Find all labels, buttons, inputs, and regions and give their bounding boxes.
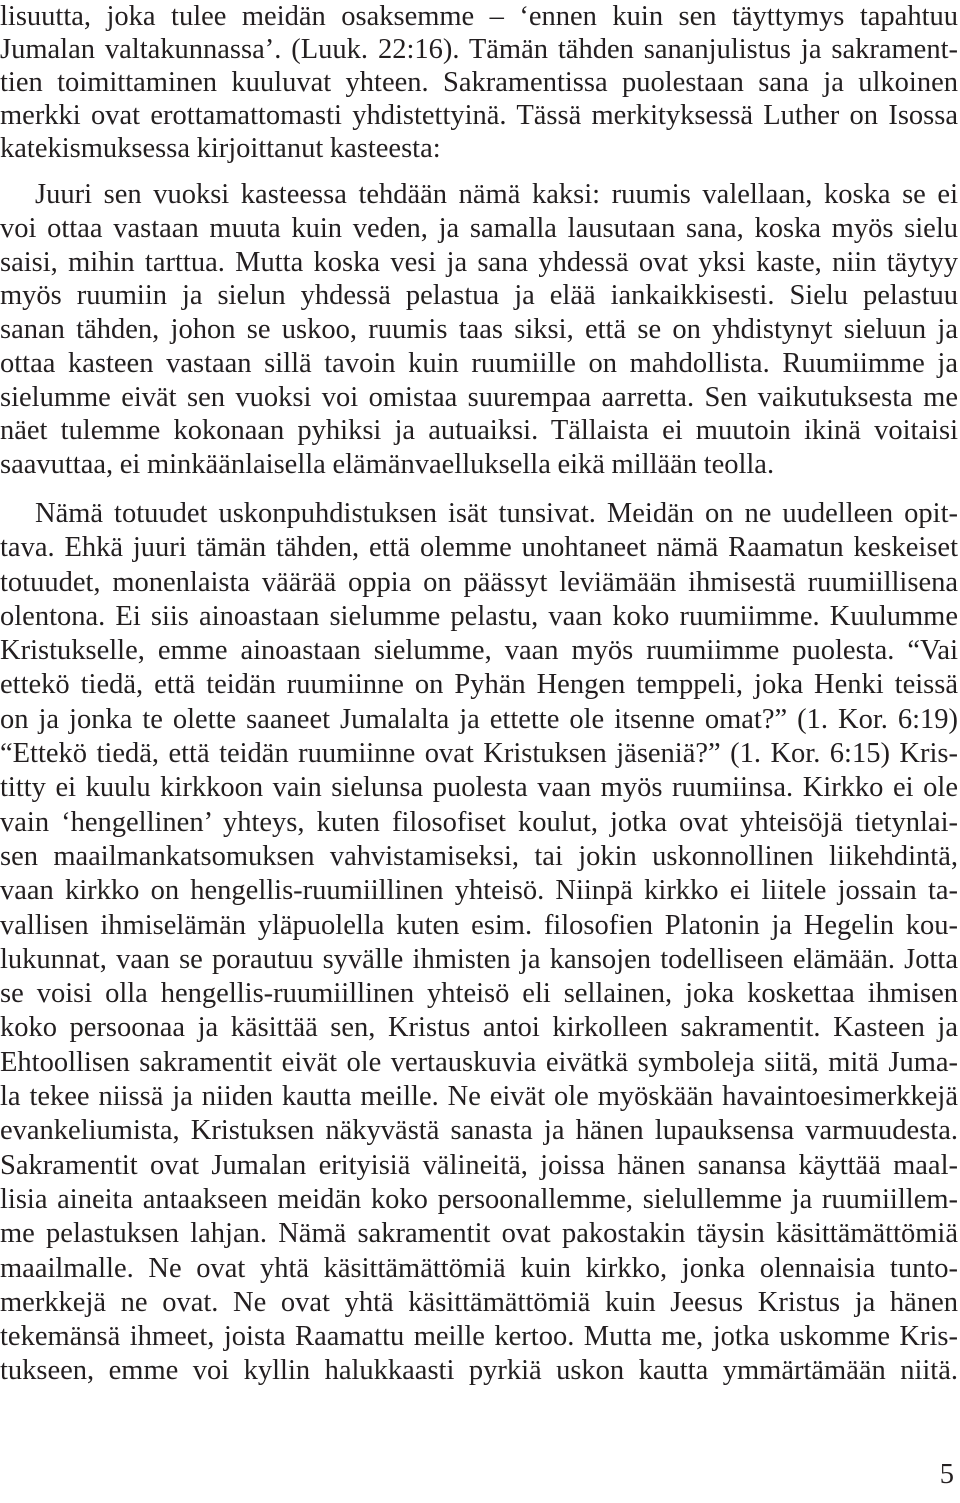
text-line: saisi, mihin tarttua. Mutta koska vesi ja sana yhdessä ovat yksi kaste, niin täytyy bbox=[0, 246, 958, 278]
text-line: tukseen, emme voi kyllin halukkaasti pyrkiä uskon kautta ymmärtämään niitä. bbox=[0, 1355, 958, 1387]
text-line: Juuri sen vuoksi kasteessa tehdään nämä kaksi: ruumis valellaan, koska se ei bbox=[35, 179, 958, 210]
text-line: lisuutta, joka tulee meidän osaksemme – ‘ennen kuin sen täyttymys tapahtuu bbox=[0, 1, 958, 32]
body-paragraph bbox=[0, 497, 958, 1389]
text-line: Nämä totuudet uskonpuhdistuksen isät tunsivat. Meidän on ne uudelleen opit- bbox=[35, 498, 958, 529]
text-line: sen maailmankatsomuksen vahvistamiseksi, tai jokin uskonnollinen liikehdintä, bbox=[0, 840, 958, 872]
body-paragraph-continuation bbox=[0, 0, 958, 165]
text-line: näet tulemme kokonaan pyhiksi ja autuaiksi. Tällaista ei muutoin ikinä voitaisi bbox=[0, 415, 958, 447]
text-line: tien toimittaminen kuuluvat yhteen. Sakramentissa puolestaan sana ja ulkoinen bbox=[0, 67, 958, 98]
text-line: sielumme eivät sen vuoksi voi omistaa suurempaa aarretta. Sen vaikutuksesta me bbox=[0, 381, 958, 413]
text-line: ettekö tiedä, että teidän ruumiinne on Pyhän Hengen temppeli, joka Henki teissä bbox=[0, 669, 958, 701]
text-line: se voisi olla hengellis-ruumiillinen yhteisö eli sellainen, joka koskettaa ihmisen bbox=[0, 978, 958, 1010]
text-line: “Ettekö tiedä, että teidän ruumiinne ovat Kristuksen jäseniä?” (1. Kor. 6:15) Kris- bbox=[0, 738, 958, 770]
text-line: koko persoonaa ja käsittää sen, Kristus antoi kirkolleen sakramentit. Kasteen ja bbox=[0, 1012, 958, 1044]
text-line: lukunnat, vaan se porautuu syvälle ihmisten ja kansojen todelliseen elämään. Jotta bbox=[0, 943, 958, 975]
text-line: evankeliumista, Kristuksen näkyvästä sanasta ja hänen lupauksensa varmuudesta. bbox=[0, 1115, 958, 1147]
text-line: olentona. Ei siis ainoastaan sielumme pelastu, vaan koko ruumiimme. Kuulumme bbox=[0, 600, 958, 632]
text-line: myös ruumiin ja sielun yhdessä pelastua ja elää iankaikkisesti. Sielu pelastuu bbox=[0, 280, 958, 312]
text-line: Sakramentit ovat Jumalan erityisiä välineitä, joissa hänen sanansa käyttää maal- bbox=[0, 1149, 958, 1181]
text-line: me pelastuksen lahjan. Nämä sakramentit ovat pakostakin täysin käsittämättömiä bbox=[0, 1218, 958, 1250]
text-line: vain ‘hengellinen’ yhteys, kuten filosofiset koulut, jotka ovat yhteisöjä tietynlai- bbox=[0, 806, 958, 838]
text-line: titty ei kuulu kirkkoon vain sielunsa puolesta vaan myös ruumiinsa. Kirkko ei ole bbox=[0, 772, 958, 804]
page-number: 5 bbox=[939, 1459, 954, 1490]
text-line: tekemänsä ihmeet, joista Raamattu meille kertoo. Mutta me, jotka uskomme Kris- bbox=[0, 1321, 958, 1353]
text-line: Ehtoollisen sakramentit eivät ole vertauskuvia eivätkä symboleja siitä, mitä Juma- bbox=[0, 1046, 958, 1078]
text-line: maailmalle. Ne ovat yhtä käsittämättömiä kuin kirkko, jonka olennaisia tunto- bbox=[0, 1252, 958, 1284]
text-line: on ja jonka te olette saaneet Jumalalta ja ettette ole itsenne omat?” (1. Kor. 6:19) bbox=[0, 703, 958, 735]
text-line: la tekee niissä ja niiden kautta meille. Ne eivät ole myöskään havaintoesimerkkejä bbox=[0, 1081, 958, 1113]
text-line: voi ottaa vastaan muuta kuin veden, ja samalla lausutaan sana, koska myös sielu bbox=[0, 212, 958, 244]
text-line: Jumalan valtakunnassa’. (Luuk. 22:16). Tämän tähden sananjulistus ja sakrament- bbox=[0, 34, 958, 65]
text-line: saavuttaa, ei minkäänlaisella elämänvaelluksella eikä millään teolla. bbox=[0, 449, 775, 480]
text-line: sanan tähden, johon se uskoo, ruumis taas siksi, että se on yhdistynyt sieluun ja bbox=[0, 314, 958, 345]
text-line: tava. Ehkä juuri tämän tähden, että olemme unohtaneet nämä Raamatun keskeiset bbox=[0, 532, 958, 564]
text-line: lisia aineita antaakseen meidän koko persoonallemme, sielullemme ja ruumiillem- bbox=[0, 1183, 958, 1215]
luther-quote-block bbox=[0, 178, 958, 482]
text-line: vaan kirkko on hengellis-ruumiillinen yhteisö. Niinpä kirkko ei liitele jossain ta- bbox=[0, 875, 958, 907]
text-line: merkki ovat erottamattomasti yhdistettyinä. Tässä merkityksessä Luther on Isossa bbox=[0, 100, 958, 131]
text-line: totuudet, monenlaista väärää oppia on päässyt leviämään ihmisestä ruumiillisena bbox=[0, 566, 958, 598]
text-line: ottaa kasteen vastaan sillä tavoin kuin ruumiille on mahdollista. Ruumiimme ja bbox=[0, 347, 958, 379]
text-line: Kristukselle, emme ainoastaan sielumme, vaan myös ruumiimme puolesta. “Vai bbox=[0, 635, 958, 667]
text-line: vallisen ihmiselämän yläpuolella kuten esim. filosofien Platonin ja Hegelin kou- bbox=[0, 909, 958, 941]
text-line: katekismuksessa kirjoittanut kasteesta: bbox=[0, 133, 441, 164]
text-line: merkkejä ne ovat. Ne ovat yhtä käsittämättömiä kuin Jeesus Kristus ja hänen bbox=[0, 1286, 958, 1318]
